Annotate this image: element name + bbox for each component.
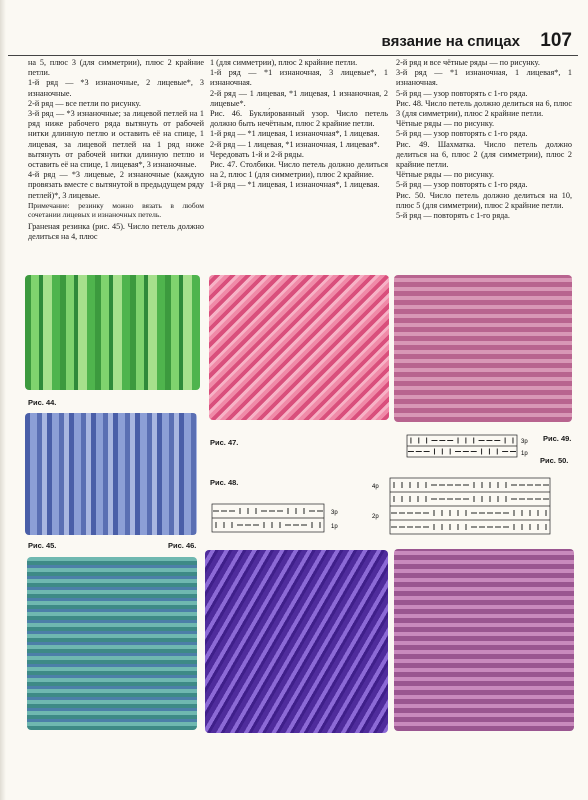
caption-fig45: Рис. 45. — [28, 541, 57, 550]
swatch-teal — [27, 557, 197, 730]
page-header — [340, 30, 580, 52]
paragraph: Рис. 49. Шахматка. Число петель должно делиться на 6, плюс 2 (для симметрии), плюс 2 крайние петли. — [396, 139, 572, 170]
swatch-mauve-top — [394, 275, 572, 422]
knitting-chart-fig48 — [210, 496, 360, 538]
paragraph: 1-й ряд — *1 лицевая, 1 изнаночная*, 1 лицевая. — [210, 129, 380, 139]
paragraph: 2-й ряд — 1 лицевая, *1 лицевая, 1 изнаночная, 2 лицевые*. — [210, 88, 388, 108]
paragraph: Рис. 50. Число петель должно делиться на 10, плюс 5 (для симметрии), плюс 2 крайние петли. — [396, 190, 572, 210]
chart-row-label: 3р — [521, 439, 528, 445]
paragraph: 2-й ряд — все петли по рисунку. — [28, 98, 141, 108]
knitting-chart-fig49 — [405, 432, 535, 462]
chart-row-label: 1р — [331, 524, 338, 530]
caption-fig44: Рис. 44. — [28, 398, 57, 407]
paragraph: 5-й ряд — узор повторять с 1-го ряда. — [396, 88, 528, 98]
text-column-1 — [28, 58, 204, 242]
paragraph: Чередовать 1-й и 2-й ряды. — [210, 149, 304, 159]
paragraph: Рис. 46. Букли́рованный узор. Число петель должно быть нечётным, плюс 2 крайние петли. — [210, 109, 388, 129]
page-number: 107 — [540, 30, 572, 51]
paragraph: 2-й ряд — 1 лицевая, *1 изнаночная, 1 лицевая*. — [210, 139, 380, 149]
knitting-chart-fig50 — [368, 470, 558, 540]
paragraph: 1-й ряд — *1 изнаночная, 3 лицевые*, 1 изнаночная. — [210, 68, 388, 88]
paragraph: 5-й ряд — повторять с 1-го ряда. — [396, 211, 510, 221]
swatch-blue-rib — [25, 413, 197, 535]
caption-fig47: Рис. 47. — [210, 438, 239, 447]
caption-fig49: Рис. 49. — [543, 434, 572, 443]
paragraph: Чётные ряды — по рисунку. — [396, 119, 495, 129]
swatch-purple — [205, 550, 388, 733]
paragraph: Граненая резинка (рис. 45). Число петель должно делиться на 4, плюс — [28, 221, 204, 242]
page-gutter-shadow — [0, 0, 6, 800]
chart-row-label: 1р — [521, 451, 528, 457]
paragraph: Рис. 48. Число петель должно делиться на 6, плюс 3 (для симметрии), плюс 2 крайние петли. — [396, 98, 572, 119]
chart-row-label: 2р — [372, 514, 379, 520]
text-column-3 — [396, 58, 572, 221]
chart-row-label: 4р — [372, 484, 379, 490]
swatch-mauve-bottom — [394, 549, 574, 731]
paragraph: 1-й ряд — *1 лицевая, 1 изнаночная*, 1 лицевая. — [210, 180, 380, 190]
paragraph: 1-й ряд — *3 изнаночные, 2 лицевые*, 3 изнаночные. — [28, 78, 204, 98]
paragraph: 2-й ряд и все чётные ряды — по рисунку. — [396, 58, 540, 67]
chart-row-label: 3р — [331, 510, 338, 516]
paragraph: 1 (для симметрии), плюс 2 крайние петли. — [210, 58, 358, 67]
caption-fig50: Рис. 50. — [540, 456, 569, 465]
paragraph: 5-й ряд — узор повторять с 1-го ряда. — [396, 129, 528, 139]
paragraph: 5-й ряд — узор повторять с 1-го ряда. — [396, 180, 528, 190]
swatch-pink-bullion — [209, 275, 389, 420]
paragraph: 4-й ряд — *3 лицевые, 2 изнаночные (каждую провязать вместе с вытянутой в предыдущем ряду петлей)*, 3 лицевые. — [28, 170, 204, 200]
section-title: вязание на спицах — [381, 33, 520, 50]
text-column-2 — [210, 58, 388, 191]
caption-fig46: Рис. 46. — [168, 541, 197, 550]
paragraph: 3-й ряд — *3 изнаночные; за лицевой петлей на 1 ряд ниже рабочего ряда вытянуть от рабочей нитки длинную петлю и оставить её на спице, 1 лицевая, за лицевой петлей на 1 ряд ниже вытянуть от рабочей нитки длинную петлю и оставить её на спице, 1 лицевая*, 3 изнаночные. — [28, 109, 204, 170]
paragraph: Рис. 47. Столбики. Число петель должно делиться на 2, плюс 1 (для симметрии), плюс 2 крайние. — [210, 160, 388, 180]
swatch-green-rib — [25, 275, 200, 390]
paragraph: Чётные ряды — по рисунку. — [396, 170, 495, 180]
paragraph: на 5, плюс 3 (для симметрии), плюс 2 крайние петли. — [28, 58, 204, 78]
header-rule — [8, 55, 578, 56]
caption-fig48: Рис. 48. — [210, 478, 239, 487]
note: Примечание: резинку можно вязать в любом сочетании лицевых и изнаночных петель. — [28, 200, 204, 219]
paragraph: 3-й ряд — *1 изнаночная, 1 лицевая*, 1 изнаночная. — [396, 68, 572, 88]
